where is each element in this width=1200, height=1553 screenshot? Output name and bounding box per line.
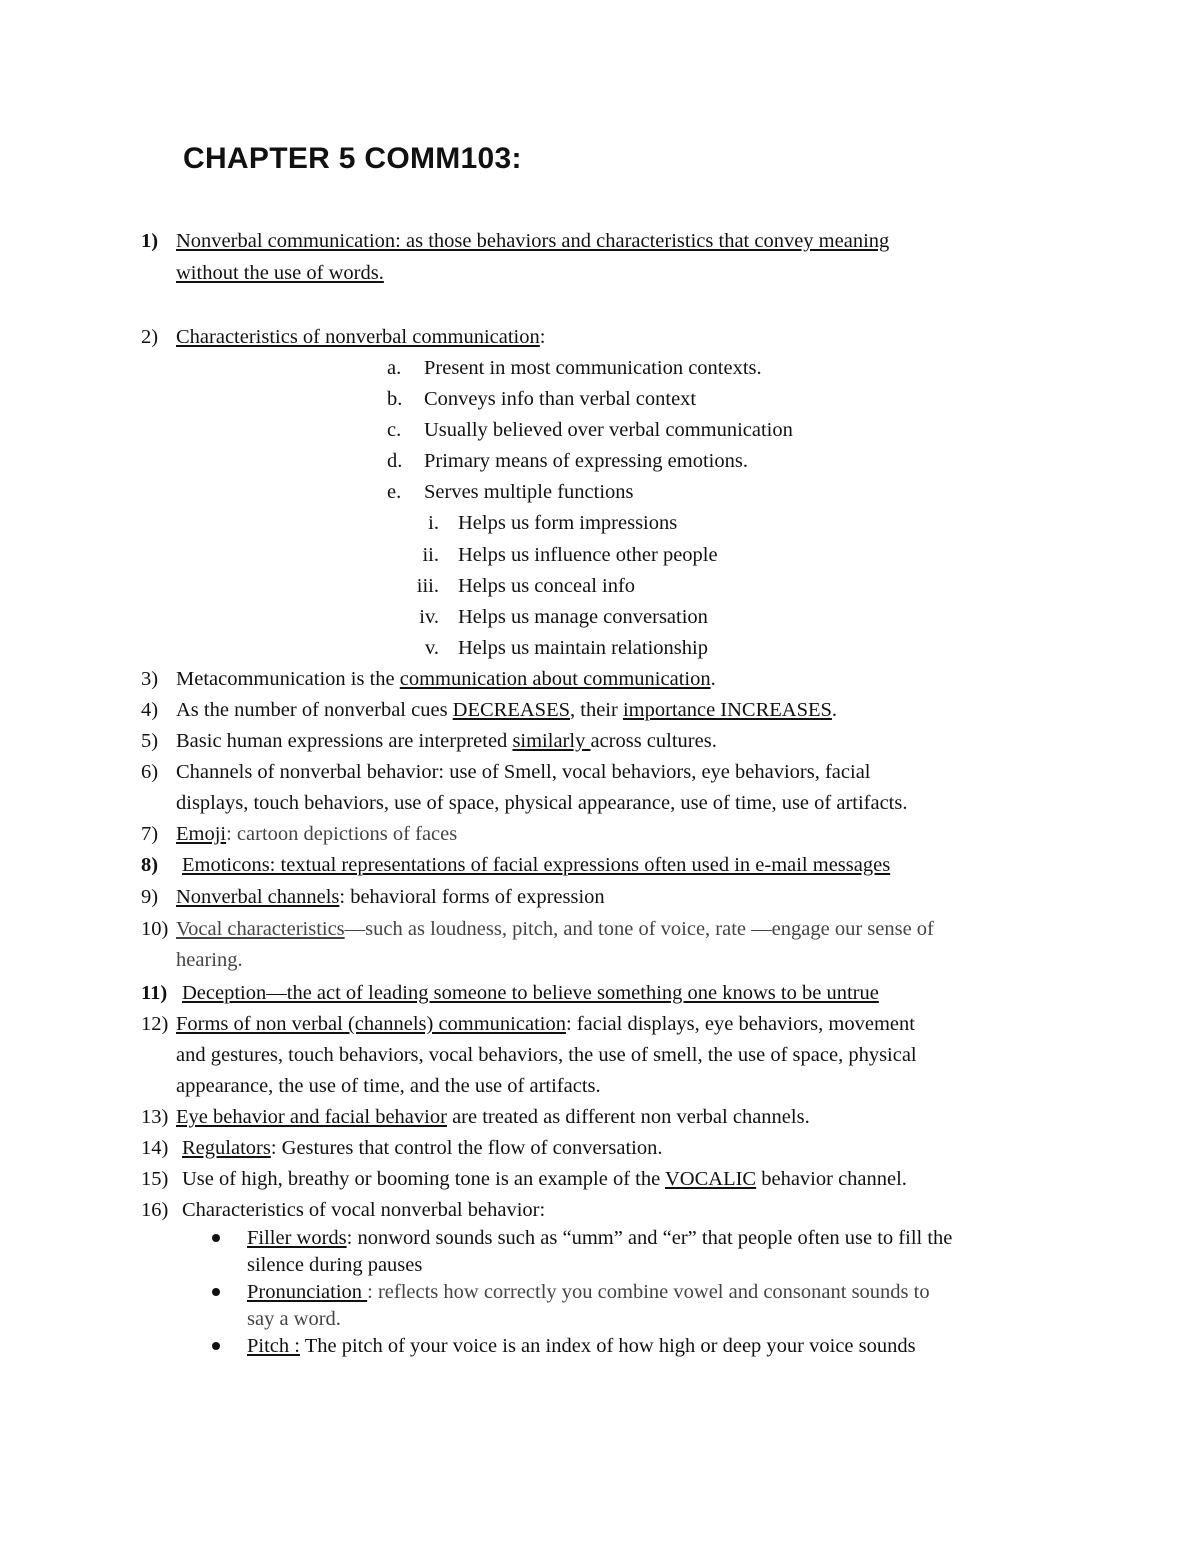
bullet-icon: [212, 1234, 220, 1242]
item-text: Characteristics of nonverbal communication:: [176, 326, 546, 348]
item-text: Nonverbal communication: as those behaviors and characteristics that convey meaning: [176, 230, 890, 252]
item-text: without the use of words.: [176, 262, 384, 284]
bullet-icon: [212, 1288, 220, 1296]
bullet-icon: [212, 1342, 220, 1350]
page-title: CHAPTER 5 COMM103:: [183, 142, 522, 175]
item-number: 1): [141, 230, 159, 252]
item-number: 2): [141, 326, 159, 348]
